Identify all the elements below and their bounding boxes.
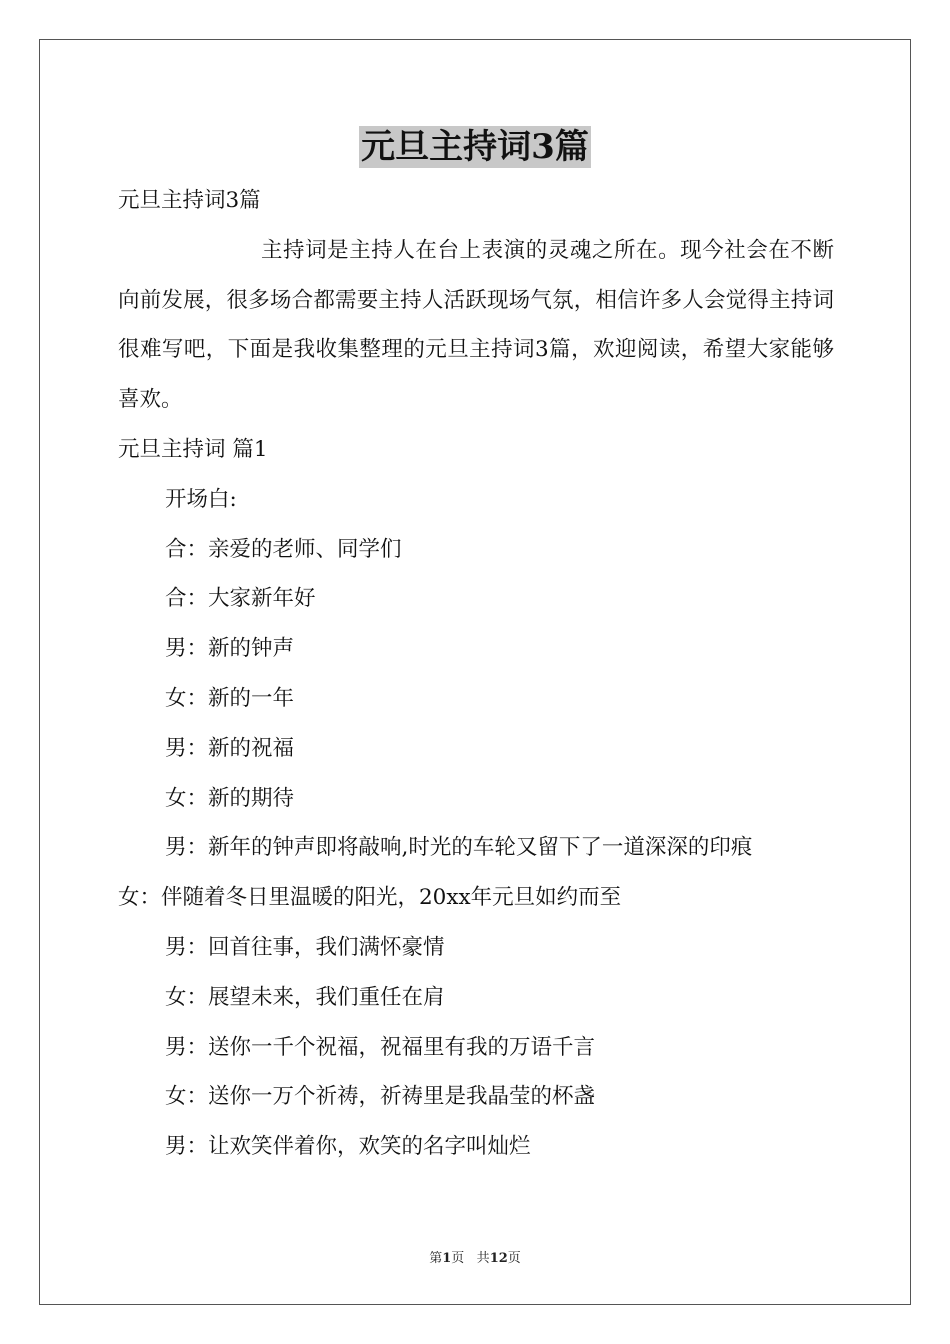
total-pages: 12 xyxy=(489,1251,508,1266)
script-line: 男：新的钟声 xyxy=(165,636,295,662)
script-line: 开场白: xyxy=(165,486,237,512)
script-line: 女：伴随着冬日里温暖的阳光，20xx年元旦如约而至 xyxy=(118,885,622,911)
page-number: 1 xyxy=(442,1251,452,1266)
page-footer xyxy=(0,1247,950,1266)
total-suffix: 页 xyxy=(507,1251,521,1266)
script-line: 男：新年的钟声即将敲响,时光的车轮又留下了一道深深的印痕 xyxy=(165,835,753,861)
title-container xyxy=(0,126,950,168)
script-line: 男：送你一千个祝福，祝福里有我的万语千言 xyxy=(165,1034,596,1060)
script-line: 合：大家新年好 xyxy=(165,586,316,612)
script-line: 女：送你一万个祈祷，祈祷里是我晶莹的杯盏 xyxy=(165,1084,596,1110)
script-line: 男：回首往事，我们满怀豪情 xyxy=(165,934,445,960)
document-title: 元旦主持词3篇 xyxy=(361,127,589,167)
page-suffix: 页 xyxy=(451,1251,465,1266)
document-body xyxy=(118,176,834,1172)
subtitle: 元旦主持词3篇 xyxy=(118,188,261,213)
script-line: 合：亲爱的老师、同学们 xyxy=(165,536,402,562)
script-lines xyxy=(118,475,834,1172)
script-line: 女：展望未来，我们重任在肩 xyxy=(165,984,445,1010)
script-line: 女：新的一年 xyxy=(165,685,295,711)
section-heading: 元旦主持词 篇1 xyxy=(118,436,268,462)
total-prefix: 共 xyxy=(476,1251,490,1266)
script-line: 男：新的祝福 xyxy=(165,735,295,761)
page-prefix: 第 xyxy=(429,1251,443,1266)
intro-paragraph: 主持词是主持人在台上表演的灵魂之所在。现今社会在不断向前发展，很多场合都需要主持人活跃现场气氛，相信许多人会觉得主持词很难写吧，下面是我收集整理的元旦主持词3篇，欢迎阅读，希望大家能够喜欢。 xyxy=(118,237,834,413)
script-line: 女：新的期待 xyxy=(165,785,295,811)
script-line: 男：让欢笑伴着你，欢笑的名字叫灿烂 xyxy=(165,1134,531,1160)
